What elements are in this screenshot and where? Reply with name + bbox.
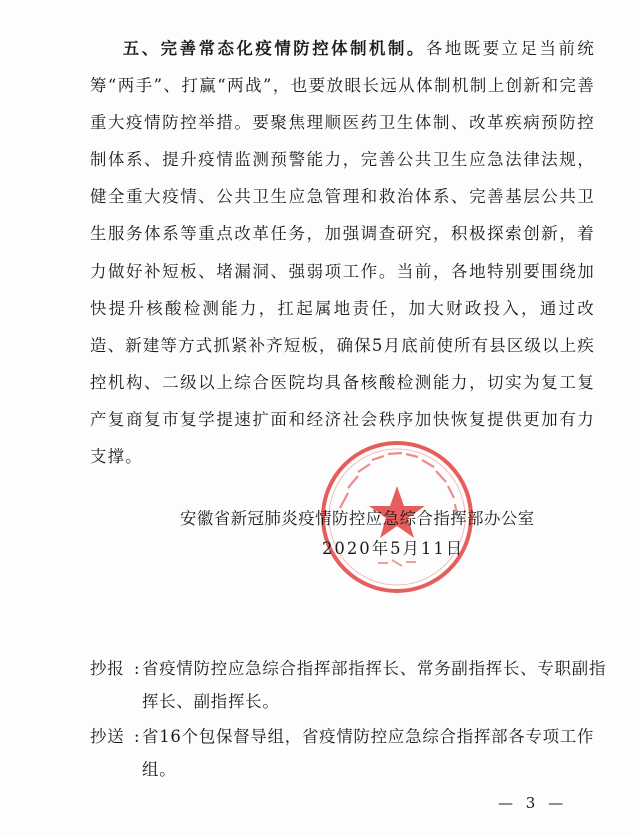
body-paragraph xyxy=(90,30,595,475)
copy-to-content: 省16个包保督导组，省疫情防控应急综合指挥部各专项工作组。 xyxy=(142,727,595,779)
issuing-organization: 安徽省新冠肺炎疫情防控应急综合指挥部办公室 xyxy=(180,509,535,528)
report-to-content: 省疫情防控应急综合指挥部指挥长、常务副指挥长、专职副指挥长、副指挥长。 xyxy=(142,659,607,711)
section-heading: 五、完善常态化疫情防控体制机制。 xyxy=(122,39,426,58)
copy-to-label: 抄送 xyxy=(90,727,125,746)
report-to-label: 抄报 xyxy=(90,659,125,678)
distribution-list xyxy=(90,652,610,786)
copy-to-row: 抄送 : 省16个包保督导组，省疫情防控应急综合指挥部各专项工作组。 xyxy=(90,720,610,786)
body-paragraph-text: 各地既要立足当前统筹“两手”、打赢“两战”，也要放眼长远从体制机制上创新和完善重大疫情防控举措。要聚焦理顺医药卫生体制、改革疾病预防控制体系、提升疫情监测预警能力，完善公共卫生应急法律法规，健全重大疫情、公共卫生应急管理和救治体系、完善基层公共卫生服务体系等重点改革任务，加强调查研究，积极探索创新，着力做好补短板、堵漏洞、强弱项工作。当前，各地特别要围绕加快提升核酸检测能力，扛起属地责任，加大财政投入，通过改造、新建等方式抓紧补齐短板，确保5月底前使所有县区级以上疾控机构、二级以上综合医院均具备核酸检测能力，切实为复工复产复商复市复学提速扩面和经济社会秩序加快恢复提供更加有力支撑。 xyxy=(90,39,595,467)
page-number: — 3 — xyxy=(498,794,568,812)
issue-date: 2020年5月11日 xyxy=(322,539,465,558)
report-to-row: 抄报 : 省疫情防控应急综合指挥部指挥长、常务副指挥长、专职副指挥长、副指挥长。 xyxy=(90,652,610,718)
